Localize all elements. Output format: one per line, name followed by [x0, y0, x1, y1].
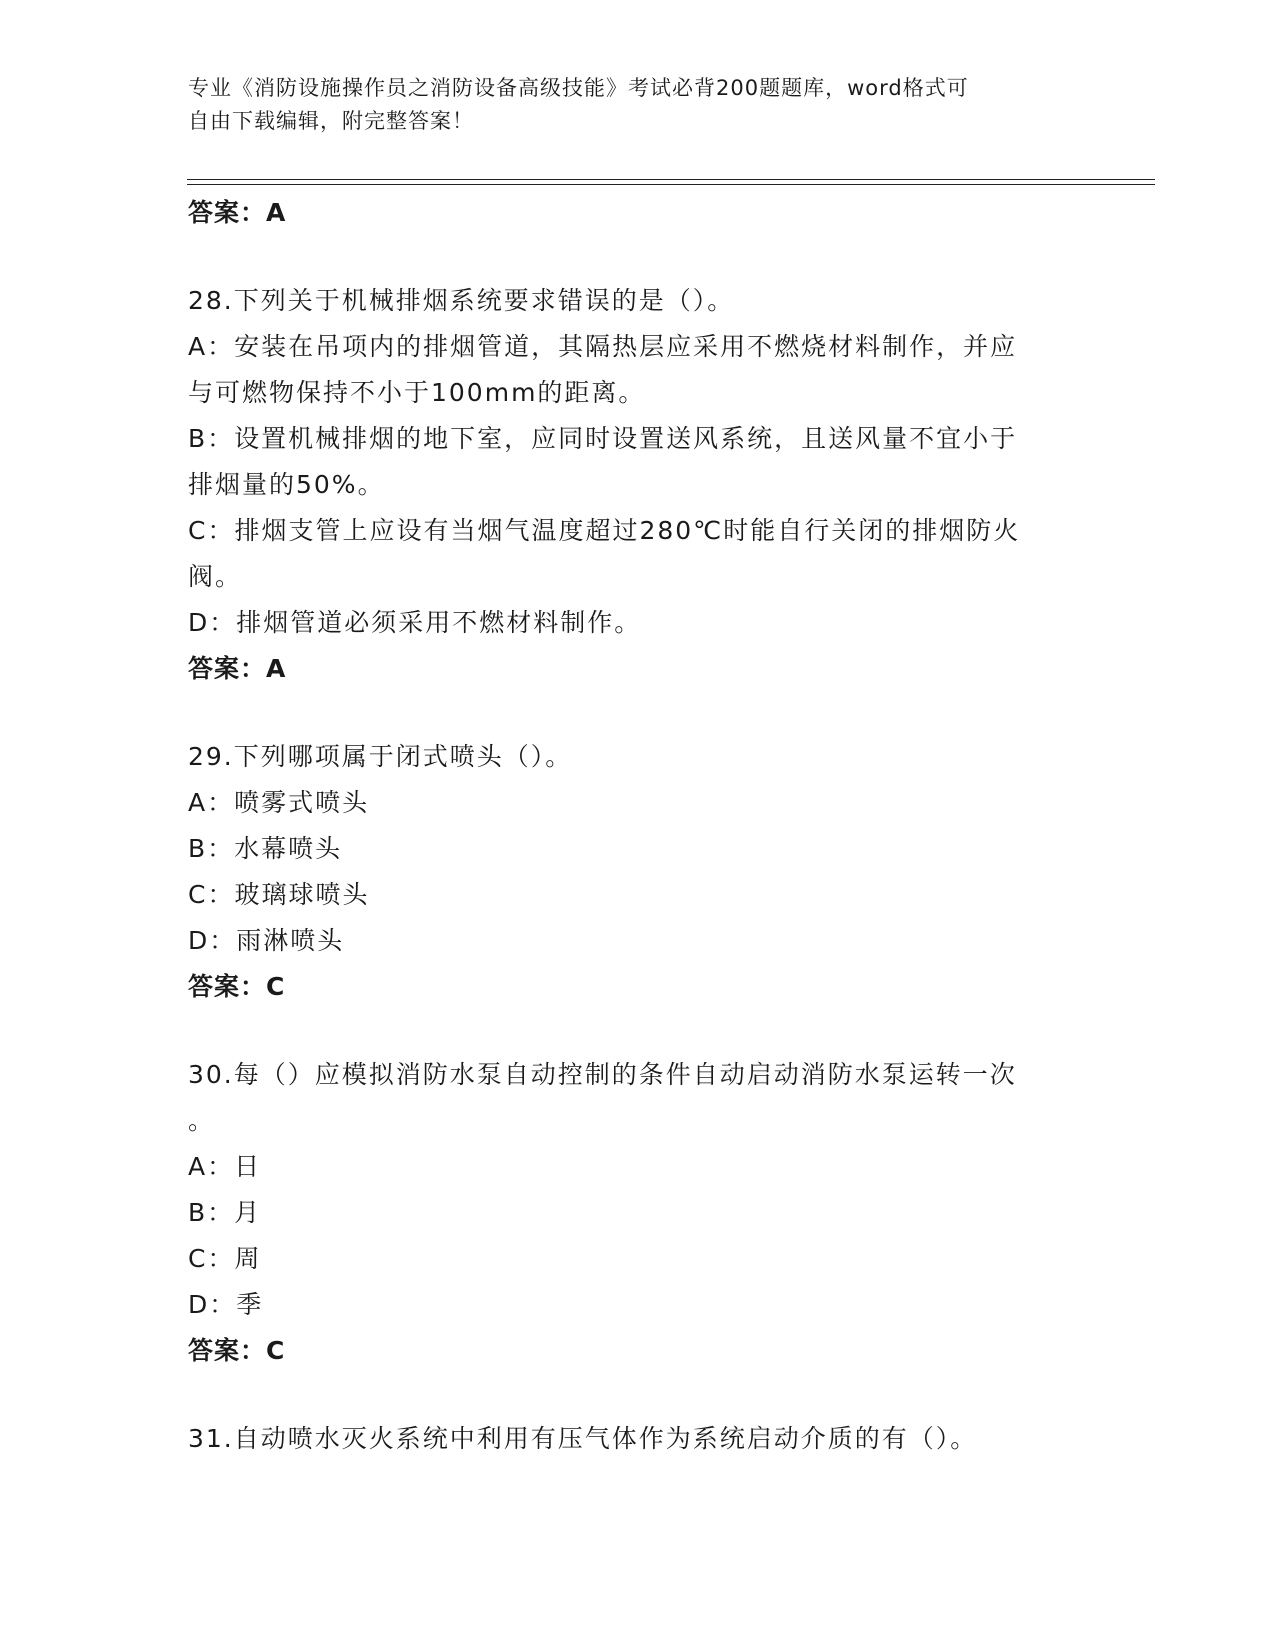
header-title-line-2: 自由下载编辑，附完整答案！	[188, 109, 474, 133]
question-answer: 答案：C	[188, 1336, 286, 1365]
question-content	[188, 190, 1088, 1462]
option-d: D：季	[188, 1290, 264, 1319]
previous-answer: 答案：A	[188, 198, 287, 227]
question-stem: 29.下列哪项属于闭式喷头（）。	[188, 742, 573, 771]
option-b: B：月	[188, 1198, 262, 1227]
option-c-continued: 阀。	[188, 562, 243, 591]
option-d: D：排烟管道必须采用不燃材料制作。	[188, 608, 642, 637]
option-c: C：排烟支管上应设有当烟气温度超过280℃时能自行关闭的排烟防火	[188, 516, 1021, 545]
option-a: A：喷雾式喷头	[188, 788, 370, 817]
question-stem: 28.下列关于机械排烟系统要求错误的是（）。	[188, 286, 735, 315]
option-c: C：周	[188, 1244, 262, 1273]
question-answer: 答案：C	[188, 972, 286, 1001]
option-b-continued: 排烟量的50%。	[188, 470, 385, 499]
question-answer: 答案：A	[188, 654, 287, 683]
option-a: A：日	[188, 1152, 262, 1181]
question-31	[188, 1416, 1088, 1462]
option-d: D：雨淋喷头	[188, 926, 345, 955]
question-stem: 30.每（）应模拟消防水泵自动控制的条件自动启动消防水泵运转一次	[188, 1060, 1017, 1089]
question-30	[188, 1052, 1088, 1374]
question-28	[188, 278, 1088, 692]
question-stem: 31.自动喷水灭火系统中利用有压气体作为系统启动介质的有（）。	[188, 1424, 978, 1453]
question-stem-continued: 。	[188, 1106, 216, 1135]
option-a: A：安装在吊项内的排烟管道，其隔热层应采用不燃烧材料制作，并应	[188, 332, 1018, 361]
document-header	[188, 72, 1088, 138]
option-a-continued: 与可燃物保持不小于100mm的距离。	[188, 378, 646, 407]
option-c: C：玻璃球喷头	[188, 880, 370, 909]
option-b: B：设置机械排烟的地下室，应同时设置送风系统，且送风量不宜小于	[188, 424, 1018, 453]
header-divider-bottom	[187, 184, 1155, 185]
question-29	[188, 734, 1088, 1010]
option-b: B：水幕喷头	[188, 834, 343, 863]
header-title-line-1: 专业《消防设施操作员之消防设备高级技能》考试必背200题题库，word格式可	[188, 76, 969, 100]
header-divider-top	[187, 179, 1155, 180]
